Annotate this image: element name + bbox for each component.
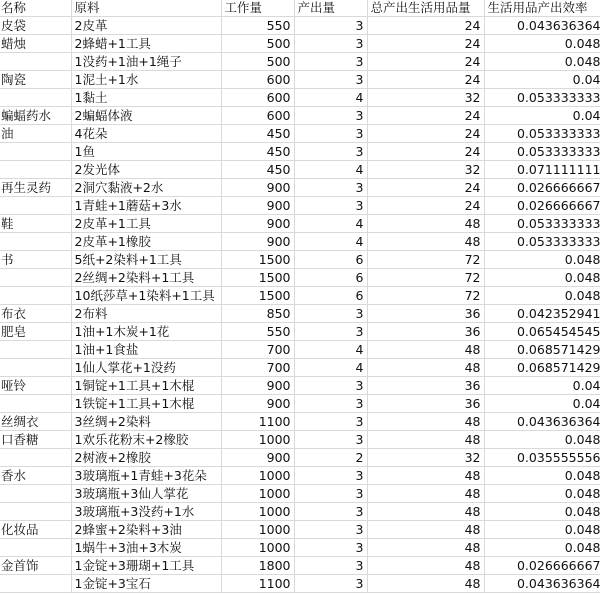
cell-name[interactable]: 肥皂 xyxy=(0,323,71,341)
cell-workload[interactable]: 550 xyxy=(221,323,294,341)
cell-output[interactable]: 3 xyxy=(294,107,367,125)
table-row xyxy=(0,179,600,197)
cell-material[interactable]: 1泥土+1水 xyxy=(71,71,221,89)
cell-material[interactable]: 1铜锭+1工具+1木棍 xyxy=(71,377,221,395)
cell-efficiency[interactable]: 0.053333333 xyxy=(484,89,600,107)
cell-efficiency[interactable]: 0.048 xyxy=(484,485,600,503)
cell-output[interactable]: 6 xyxy=(294,251,367,269)
table-row xyxy=(0,233,600,251)
cell-output[interactable]: 3 xyxy=(294,305,367,323)
cell-name[interactable] xyxy=(0,269,71,287)
cell-total-output[interactable]: 72 xyxy=(367,287,484,305)
cell-output[interactable]: 3 xyxy=(294,521,367,539)
cell-efficiency[interactable]: 0.04 xyxy=(484,71,600,89)
cell-workload[interactable]: 1000 xyxy=(221,539,294,557)
cell-output[interactable]: 4 xyxy=(294,161,367,179)
cell-efficiency[interactable]: 0.043636364 xyxy=(484,17,600,35)
cell-name[interactable]: 再生灵药 xyxy=(0,179,71,197)
cell-output[interactable]: 3 xyxy=(294,323,367,341)
cell-total-output[interactable]: 48 xyxy=(367,503,484,521)
cell-workload[interactable]: 1000 xyxy=(221,503,294,521)
table-row xyxy=(0,89,600,107)
cell-efficiency[interactable]: 0.026666667 xyxy=(484,197,600,215)
cell-efficiency[interactable]: 0.048 xyxy=(484,539,600,557)
cell-output[interactable]: 3 xyxy=(294,539,367,557)
cell-workload[interactable]: 450 xyxy=(221,143,294,161)
cell-total-output[interactable]: 36 xyxy=(367,323,484,341)
cell-material[interactable]: 1铁锭+1工具+1木棍 xyxy=(71,395,221,413)
cell-total-output[interactable]: 48 xyxy=(367,557,484,575)
cell-efficiency[interactable]: 0.048 xyxy=(484,287,600,305)
table-row xyxy=(0,539,600,557)
cell-total-output[interactable]: 24 xyxy=(367,53,484,71)
column-header-efficiency[interactable]: 生活用品产出效率 xyxy=(484,0,600,17)
cell-efficiency[interactable]: 0.043636364 xyxy=(484,413,600,431)
cell-name[interactable]: 书 xyxy=(0,251,71,269)
cell-name[interactable] xyxy=(0,575,71,593)
table-row xyxy=(0,107,600,125)
cell-name[interactable]: 化妆品 xyxy=(0,521,71,539)
table-row xyxy=(0,413,600,431)
table-row xyxy=(0,71,600,89)
cell-total-output[interactable]: 24 xyxy=(367,197,484,215)
cell-efficiency[interactable]: 0.071111111 xyxy=(484,161,600,179)
cell-name[interactable] xyxy=(0,359,71,377)
cell-workload[interactable]: 1800 xyxy=(221,557,294,575)
cell-material[interactable]: 1金锭+3宝石 xyxy=(71,575,221,593)
cell-workload[interactable]: 1500 xyxy=(221,269,294,287)
cell-output[interactable]: 3 xyxy=(294,53,367,71)
cell-efficiency[interactable]: 0.026666667 xyxy=(484,179,600,197)
cell-material[interactable]: 3丝绸+2染料 xyxy=(71,413,221,431)
table-row xyxy=(0,467,600,485)
cell-total-output[interactable]: 48 xyxy=(367,233,484,251)
cell-material[interactable]: 1欢乐花粉末+2橡胶 xyxy=(71,431,221,449)
cell-output[interactable]: 4 xyxy=(294,341,367,359)
cell-name[interactable]: 陶瓷 xyxy=(0,71,71,89)
cell-name[interactable]: 鞋 xyxy=(0,215,71,233)
cell-total-output[interactable]: 24 xyxy=(367,71,484,89)
column-header-output[interactable]: 产出量 xyxy=(294,0,367,17)
cell-name[interactable] xyxy=(0,485,71,503)
cell-efficiency[interactable]: 0.068571429 xyxy=(484,359,600,377)
cell-name[interactable] xyxy=(0,53,71,71)
cell-total-output[interactable]: 36 xyxy=(367,395,484,413)
cell-efficiency[interactable]: 0.026666667 xyxy=(484,557,600,575)
cell-workload[interactable]: 450 xyxy=(221,125,294,143)
cell-workload[interactable]: 500 xyxy=(221,35,294,53)
table-row xyxy=(0,161,600,179)
cell-name[interactable] xyxy=(0,143,71,161)
cell-material[interactable]: 3玻璃瓶+1青蛙+3花朵 xyxy=(71,467,221,485)
cell-total-output[interactable]: 48 xyxy=(367,521,484,539)
table-row xyxy=(0,395,600,413)
cell-material[interactable]: 4花朵 xyxy=(71,125,221,143)
cell-workload[interactable]: 600 xyxy=(221,89,294,107)
cell-workload[interactable]: 700 xyxy=(221,359,294,377)
cell-workload[interactable]: 1100 xyxy=(221,413,294,431)
cell-efficiency[interactable]: 0.042352941 xyxy=(484,305,600,323)
cell-total-output[interactable]: 48 xyxy=(367,341,484,359)
cell-workload[interactable]: 900 xyxy=(221,233,294,251)
cell-total-output[interactable]: 24 xyxy=(367,125,484,143)
table-row xyxy=(0,449,600,467)
cell-name[interactable]: 蜡烛 xyxy=(0,35,71,53)
cell-output[interactable]: 4 xyxy=(294,89,367,107)
cell-output[interactable]: 3 xyxy=(294,413,367,431)
cell-name[interactable] xyxy=(0,89,71,107)
table-row xyxy=(0,341,600,359)
cell-total-output[interactable]: 48 xyxy=(367,413,484,431)
cell-workload[interactable]: 1000 xyxy=(221,485,294,503)
table-row xyxy=(0,143,600,161)
cell-output[interactable]: 4 xyxy=(294,215,367,233)
table-row xyxy=(0,575,600,593)
column-header-material[interactable]: 原料 xyxy=(71,0,221,17)
cell-efficiency[interactable]: 0.048 xyxy=(484,251,600,269)
table-row xyxy=(0,323,600,341)
cell-name[interactable] xyxy=(0,539,71,557)
cell-material[interactable]: 1没药+1油+1绳子 xyxy=(71,53,221,71)
cell-material[interactable]: 1青蛙+1蘑菇+3水 xyxy=(71,197,221,215)
cell-total-output[interactable]: 32 xyxy=(367,161,484,179)
cell-total-output[interactable]: 36 xyxy=(367,305,484,323)
cell-workload[interactable]: 900 xyxy=(221,377,294,395)
cell-name[interactable] xyxy=(0,161,71,179)
table-row xyxy=(0,359,600,377)
cell-output[interactable]: 3 xyxy=(294,197,367,215)
cell-output[interactable]: 3 xyxy=(294,125,367,143)
cell-total-output[interactable]: 32 xyxy=(367,449,484,467)
cell-material[interactable]: 2皮革+1工具 xyxy=(71,215,221,233)
cell-workload[interactable]: 1000 xyxy=(221,431,294,449)
cell-material[interactable]: 1鱼 xyxy=(71,143,221,161)
table-row xyxy=(0,287,600,305)
cell-workload[interactable]: 900 xyxy=(221,395,294,413)
cell-total-output[interactable]: 48 xyxy=(367,485,484,503)
cell-output[interactable]: 3 xyxy=(294,17,367,35)
cell-material[interactable]: 2布料 xyxy=(71,305,221,323)
cell-material[interactable]: 2蜂蜜+2染料+3油 xyxy=(71,521,221,539)
cell-material[interactable]: 2蝙蝠体液 xyxy=(71,107,221,125)
cell-total-output[interactable]: 24 xyxy=(367,143,484,161)
cell-output[interactable]: 3 xyxy=(294,35,367,53)
cell-workload[interactable]: 500 xyxy=(221,53,294,71)
cell-material[interactable]: 2洞穴黏液+2水 xyxy=(71,179,221,197)
cell-material[interactable]: 1油+1食盐 xyxy=(71,341,221,359)
table-row xyxy=(0,431,600,449)
cell-efficiency[interactable]: 0.048 xyxy=(484,53,600,71)
column-header-total-output[interactable]: 总产出生活用品量 xyxy=(367,0,484,17)
cell-name[interactable] xyxy=(0,449,71,467)
cell-name[interactable]: 哑铃 xyxy=(0,377,71,395)
cell-efficiency[interactable]: 0.053333333 xyxy=(484,143,600,161)
cell-total-output[interactable]: 48 xyxy=(367,539,484,557)
cell-total-output[interactable]: 48 xyxy=(367,467,484,485)
table-row xyxy=(0,17,600,35)
table-row xyxy=(0,485,600,503)
table-row xyxy=(0,557,600,575)
cell-output[interactable]: 6 xyxy=(294,287,367,305)
cell-workload[interactable]: 1000 xyxy=(221,467,294,485)
cell-material[interactable]: 2蜂蜡+1工具 xyxy=(71,35,221,53)
cell-total-output[interactable]: 48 xyxy=(367,575,484,593)
cell-workload[interactable]: 1500 xyxy=(221,287,294,305)
cell-total-output[interactable]: 24 xyxy=(367,17,484,35)
cell-workload[interactable]: 450 xyxy=(221,161,294,179)
cell-total-output[interactable]: 48 xyxy=(367,215,484,233)
cell-efficiency[interactable]: 0.048 xyxy=(484,269,600,287)
cell-workload[interactable]: 900 xyxy=(221,197,294,215)
cell-name[interactable] xyxy=(0,287,71,305)
cell-workload[interactable]: 900 xyxy=(221,179,294,197)
cell-name[interactable]: 金首饰 xyxy=(0,557,71,575)
cell-material[interactable]: 3玻璃瓶+3仙人掌花 xyxy=(71,485,221,503)
cell-workload[interactable]: 850 xyxy=(221,305,294,323)
cell-material[interactable]: 3玻璃瓶+3没药+1水 xyxy=(71,503,221,521)
cell-output[interactable]: 6 xyxy=(294,269,367,287)
cell-efficiency[interactable]: 0.035555556 xyxy=(484,449,600,467)
cell-material[interactable]: 2皮革 xyxy=(71,17,221,35)
cell-material[interactable]: 1蜗牛+3油+3木炭 xyxy=(71,539,221,557)
cell-material[interactable]: 2皮革+1橡胶 xyxy=(71,233,221,251)
cell-output[interactable]: 3 xyxy=(294,467,367,485)
cell-output[interactable]: 3 xyxy=(294,557,367,575)
cell-workload[interactable]: 1000 xyxy=(221,521,294,539)
table-row xyxy=(0,305,600,323)
cell-name[interactable]: 油 xyxy=(0,125,71,143)
table-row xyxy=(0,377,600,395)
cell-workload[interactable]: 550 xyxy=(221,17,294,35)
header-row xyxy=(0,0,600,17)
table-body xyxy=(0,17,600,593)
cell-output[interactable]: 3 xyxy=(294,377,367,395)
cell-total-output[interactable]: 48 xyxy=(367,431,484,449)
cell-workload[interactable]: 1500 xyxy=(221,251,294,269)
cell-material[interactable]: 2发光体 xyxy=(71,161,221,179)
cell-efficiency[interactable]: 0.053333333 xyxy=(484,125,600,143)
cell-output[interactable]: 3 xyxy=(294,71,367,89)
cell-name[interactable] xyxy=(0,341,71,359)
table-row xyxy=(0,251,600,269)
cell-material[interactable]: 1油+1木炭+1花 xyxy=(71,323,221,341)
cell-name[interactable]: 香水 xyxy=(0,467,71,485)
cell-material[interactable]: 2树液+2橡胶 xyxy=(71,449,221,467)
cell-efficiency[interactable]: 0.04 xyxy=(484,107,600,125)
cell-material[interactable]: 10纸莎草+1染料+1工具 xyxy=(71,287,221,305)
table-row xyxy=(0,215,600,233)
cell-material[interactable]: 1黏土 xyxy=(71,89,221,107)
table-row xyxy=(0,197,600,215)
cell-total-output[interactable]: 24 xyxy=(367,107,484,125)
cell-efficiency[interactable]: 0.048 xyxy=(484,503,600,521)
cell-efficiency[interactable]: 0.04 xyxy=(484,395,600,413)
table-row xyxy=(0,125,600,143)
cell-total-output[interactable]: 72 xyxy=(367,251,484,269)
cell-output[interactable]: 3 xyxy=(294,395,367,413)
cell-efficiency[interactable]: 0.053333333 xyxy=(484,215,600,233)
cell-output[interactable]: 4 xyxy=(294,233,367,251)
cell-output[interactable]: 3 xyxy=(294,431,367,449)
cell-output[interactable]: 4 xyxy=(294,359,367,377)
cell-workload[interactable]: 1100 xyxy=(221,575,294,593)
table-row xyxy=(0,521,600,539)
table-row xyxy=(0,53,600,71)
cell-output[interactable]: 3 xyxy=(294,575,367,593)
cell-total-output[interactable]: 72 xyxy=(367,269,484,287)
cell-efficiency[interactable]: 0.048 xyxy=(484,521,600,539)
cell-name[interactable]: 皮袋 xyxy=(0,17,71,35)
cell-material[interactable]: 5纸+2染料+1工具 xyxy=(71,251,221,269)
cell-total-output[interactable]: 48 xyxy=(367,359,484,377)
cell-efficiency[interactable]: 0.065454545 xyxy=(484,323,600,341)
cell-efficiency[interactable]: 0.043636364 xyxy=(484,575,600,593)
cell-name[interactable] xyxy=(0,197,71,215)
cell-material[interactable]: 2丝绸+2染料+1工具 xyxy=(71,269,221,287)
cell-output[interactable]: 3 xyxy=(294,503,367,521)
cell-output[interactable]: 3 xyxy=(294,143,367,161)
table-row xyxy=(0,503,600,521)
cell-efficiency[interactable]: 0.068571429 xyxy=(484,341,600,359)
cell-name[interactable]: 丝绸衣 xyxy=(0,413,71,431)
column-header-name[interactable]: 名称 xyxy=(0,0,71,17)
cell-name[interactable]: 口香糖 xyxy=(0,431,71,449)
cell-efficiency[interactable]: 0.04 xyxy=(484,377,600,395)
cell-total-output[interactable]: 24 xyxy=(367,179,484,197)
column-header-workload[interactable]: 工作量 xyxy=(221,0,294,17)
table-row xyxy=(0,269,600,287)
cell-workload[interactable]: 900 xyxy=(221,449,294,467)
cell-name[interactable] xyxy=(0,395,71,413)
cell-output[interactable]: 3 xyxy=(294,485,367,503)
cell-total-output[interactable]: 36 xyxy=(367,377,484,395)
cell-total-output[interactable]: 24 xyxy=(367,35,484,53)
cell-material[interactable]: 1仙人掌花+1没药 xyxy=(71,359,221,377)
cell-total-output[interactable]: 32 xyxy=(367,89,484,107)
table-row xyxy=(0,35,600,53)
cell-workload[interactable]: 900 xyxy=(221,215,294,233)
cell-efficiency[interactable]: 0.048 xyxy=(484,35,600,53)
cell-workload[interactable]: 700 xyxy=(221,341,294,359)
cell-efficiency[interactable]: 0.048 xyxy=(484,431,600,449)
cell-output[interactable]: 2 xyxy=(294,449,367,467)
cell-output[interactable]: 3 xyxy=(294,179,367,197)
cell-efficiency[interactable]: 0.053333333 xyxy=(484,233,600,251)
cell-material[interactable]: 1金锭+3珊瑚+1工具 xyxy=(71,557,221,575)
cell-name[interactable]: 蝙蝠药水 xyxy=(0,107,71,125)
cell-workload[interactable]: 600 xyxy=(221,71,294,89)
cell-name[interactable]: 布衣 xyxy=(0,305,71,323)
cell-name[interactable] xyxy=(0,233,71,251)
cell-name[interactable] xyxy=(0,503,71,521)
cell-workload[interactable]: 600 xyxy=(221,107,294,125)
cell-efficiency[interactable]: 0.048 xyxy=(484,467,600,485)
